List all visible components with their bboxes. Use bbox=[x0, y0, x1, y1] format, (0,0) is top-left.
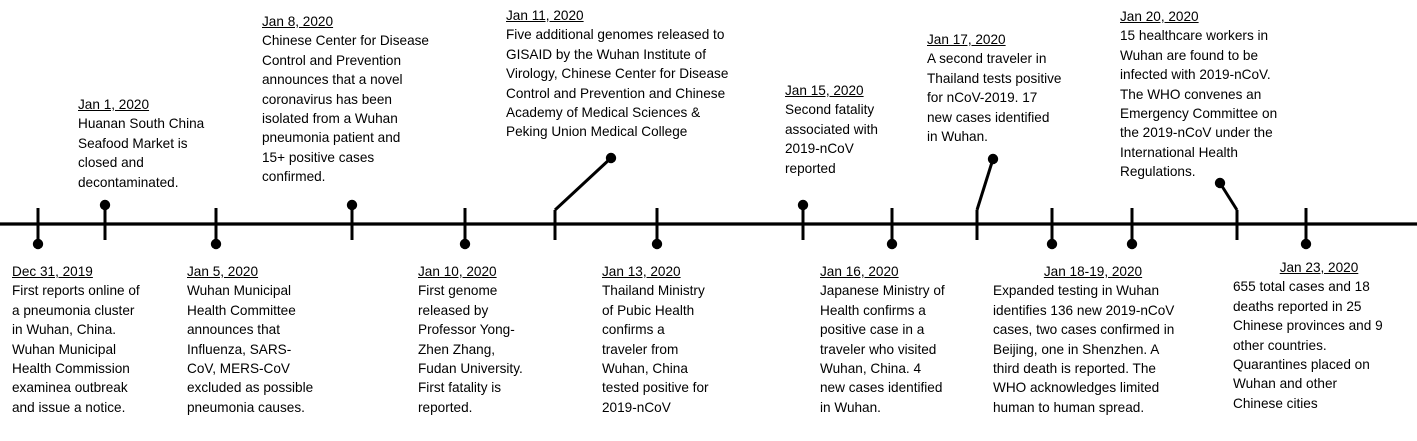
event-description: Expanded testing in Wuhan identifies 136 new 2019-nCoV cases, two cases confirmed in Beijing, one in Shenzhen. A third death is reported. The WHO acknowledges limited human to human spread. bbox=[993, 283, 1175, 415]
event-description: Five additional genomes released to GISAID by the Wuhan Institute of Virology, Chinese Center for Disease Control and Prevention and Chinese Academy of Medical Sciences & Peking Union Medical College bbox=[506, 27, 729, 140]
marker-dot-jan-5-2020 bbox=[211, 239, 221, 249]
event-description: Thailand Ministry of Pubic Health confirms a traveler from Wuhan, China tested positive for 2019-nCoV bbox=[602, 283, 709, 415]
event-description: Chinese Center for Disease Control and Prevention announces that a novel coronavirus has been isolated from a Wuhan pneumonia patient and 15+ positive cases confirmed. bbox=[262, 33, 429, 185]
event-jan-13-2020 bbox=[602, 262, 709, 417]
event-description: Second fatality associated with 2019-nCoV reported bbox=[785, 102, 878, 176]
event-description: 655 total cases and 18 deaths reported in 25 Chinese provinces and 9 other countries. Quarantines placed on Wuhan and other Chinese cities bbox=[1233, 279, 1383, 411]
marker-dot-jan-23-2020 bbox=[1301, 239, 1311, 249]
event-jan-5-2020 bbox=[187, 262, 313, 417]
event-jan-23-2020 bbox=[1233, 258, 1405, 413]
marker-dot-jan-16-2020 bbox=[887, 239, 897, 249]
event-date: Jan 5, 2020 bbox=[187, 264, 259, 279]
event-description: Huanan South China Seafood Market is closed and decontaminated. bbox=[78, 116, 205, 190]
marker-dot-jan-1-2020 bbox=[100, 200, 110, 210]
event-date: Jan 16, 2020 bbox=[820, 264, 899, 279]
marker-dot-jan-19-2020 bbox=[1127, 239, 1137, 249]
event-description: Wuhan Municipal Health Committee announces that Influenza, SARS- CoV, MERS-CoV excluded as possible pneumonia causes. bbox=[187, 283, 314, 415]
marker-dot-jan-17-2020 bbox=[988, 154, 998, 164]
event-date: Dec 31, 2019 bbox=[12, 264, 93, 279]
event-date: Jan 1, 2020 bbox=[78, 97, 150, 112]
event-jan-18-19-2020 bbox=[993, 262, 1193, 417]
event-description: First reports online of a pneumonia cluster in Wuhan, China. Wuhan Municipal Health Commission examinea outbreak and issue a notice. bbox=[12, 283, 140, 415]
event-jan-11-2020 bbox=[506, 6, 728, 142]
event-date: Jan 20, 2020 bbox=[1120, 9, 1199, 24]
marker-dot-jan-13-2020 bbox=[652, 239, 662, 249]
event-jan-20-2020 bbox=[1120, 7, 1277, 182]
event-date: Jan 15, 2020 bbox=[785, 83, 864, 98]
event-date: Jan 23, 2020 bbox=[1279, 260, 1359, 275]
event-date: Jan 13, 2020 bbox=[602, 264, 681, 279]
event-date: Jan 17, 2020 bbox=[927, 32, 1006, 47]
marker-dot-jan-18-2020 bbox=[1047, 239, 1057, 249]
event-dec-31-2019 bbox=[12, 262, 140, 417]
event-date: Jan 10, 2020 bbox=[418, 264, 497, 279]
event-jan-15-2020 bbox=[785, 81, 878, 178]
event-date: Jan 11, 2020 bbox=[506, 8, 584, 23]
event-description: First genome released by Professor Yong- Zhen Zhang, Fudan University. First fatality is reported. bbox=[418, 283, 523, 415]
event-description: 15 healthcare workers in Wuhan are found to be infected with 2019-nCoV. The WHO convenes an Emergency Committee on the 2019-nCoV under the International Health Regulations. bbox=[1120, 28, 1278, 180]
event-jan-10-2020 bbox=[418, 262, 523, 417]
event-date: Jan 18-19, 2020 bbox=[1043, 264, 1143, 279]
leader-line-jan-11-2020 bbox=[555, 158, 611, 210]
marker-dot-dec-31-2019 bbox=[33, 239, 43, 249]
leader-line-jan-17-2020 bbox=[977, 159, 993, 210]
event-description: A second traveler in Thailand tests positive for nCoV-2019. 17 new cases identified in Wuhan. bbox=[927, 51, 1062, 145]
event-date: Jan 8, 2020 bbox=[262, 14, 334, 29]
event-jan-16-2020 bbox=[820, 262, 945, 417]
marker-dot-jan-10-2020 bbox=[460, 239, 470, 249]
marker-dot-jan-11-2020 bbox=[606, 153, 616, 163]
event-description: Japanese Ministry of Health confirms a positive case in a traveler who visited Wuhan, China. 4 new cases identified in Wuhan. bbox=[820, 283, 945, 415]
event-jan-1-2020 bbox=[78, 95, 204, 192]
marker-dot-jan-15-2020 bbox=[798, 200, 808, 210]
event-jan-8-2020 bbox=[262, 12, 429, 187]
event-jan-17-2020 bbox=[927, 30, 1062, 146]
marker-dot-jan-8-2020 bbox=[347, 200, 357, 210]
